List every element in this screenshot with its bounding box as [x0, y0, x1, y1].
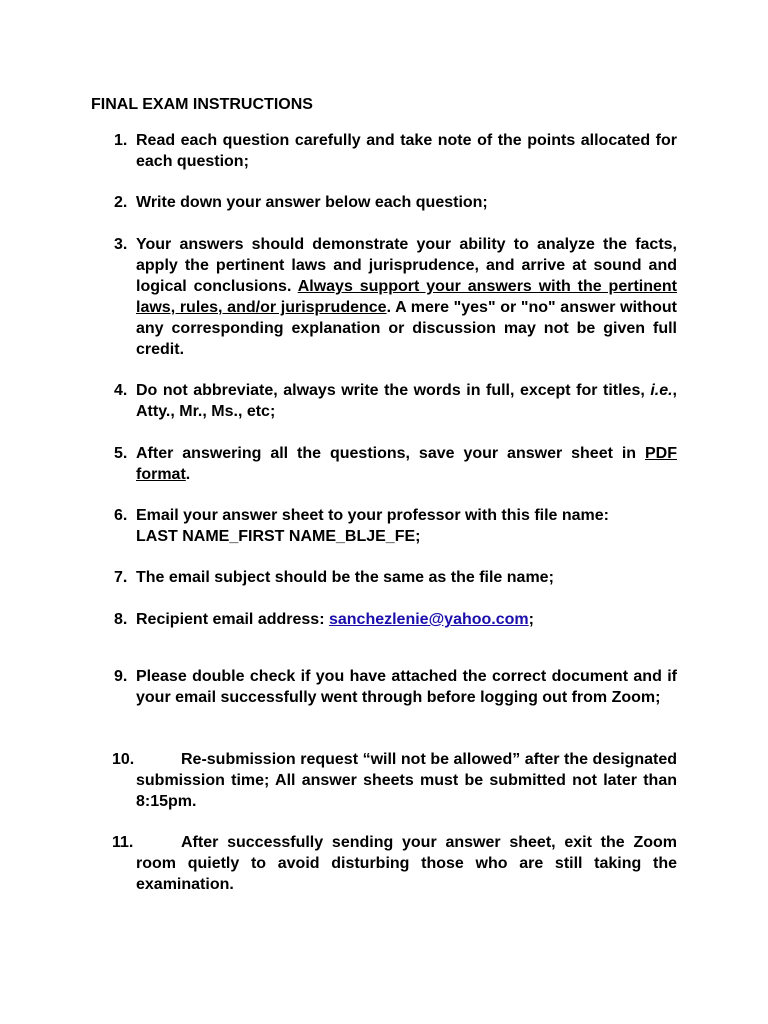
- email-link[interactable]: sanchezlenie@yahoo.com: [328, 611, 529, 628]
- item-number: 5.: [114, 445, 128, 462]
- item-text: Write down your answer below each question;: [136, 194, 488, 211]
- item-number: 3.: [114, 236, 128, 253]
- item-text-part: After answering all the questions, save your answer sheet in: [136, 445, 645, 462]
- item-text-part: After successfully sending your answer sheet, exit the Zoom room quietly to avoid disturbing those who are still taking the examination.: [136, 834, 677, 893]
- item-text-part: Do not abbreviate, always write the words in full, except for titles,: [136, 382, 651, 399]
- item-number: 10.: [112, 751, 135, 768]
- item-number: 1.: [114, 132, 128, 149]
- item-text: [136, 380, 677, 422]
- item-text-part: Your answers should demonstrate your ability to analyze the facts, apply the pertinent laws and jurisprudence, and arrive at sound and logical conclusions.: [136, 236, 677, 295]
- item-number: 6.: [114, 507, 128, 524]
- page-title: FINAL EXAM INSTRUCTIONS: [91, 96, 313, 113]
- item-text: [136, 832, 677, 895]
- item-text: [136, 749, 677, 812]
- item-number: 4.: [114, 382, 128, 399]
- item-text: [136, 443, 677, 485]
- item-text-part: ;: [528, 611, 534, 628]
- item-number: 7.: [114, 569, 128, 586]
- item-text: [136, 234, 677, 360]
- item-text: [136, 609, 677, 630]
- item-text-part: , Atty., Mr., Ms., etc;: [136, 382, 677, 420]
- file-name-format: LAST NAME_FIRST NAME_BLJE_FE;: [136, 528, 421, 545]
- item-text-part: .: [185, 466, 191, 483]
- item-number: 11.: [112, 834, 134, 851]
- item-text: The email subject should be the same as the file name;: [136, 569, 554, 586]
- item-number: 9.: [114, 668, 128, 685]
- item-text-part: Re-submission request “will not be allowed” after the designated submission time; All answer sheets must be submitted not later than 8:15pm.: [136, 751, 677, 810]
- underlined-emphasis: PDF format: [136, 445, 677, 483]
- italic-abbreviation: i.e.: [650, 382, 673, 399]
- item-text: Read each question carefully and take note of the points allocated for each question;: [136, 132, 677, 170]
- item-text-part: . A mere "yes" or "no" answer without any corresponding explanation or discussion may not be given full credit.: [136, 299, 677, 358]
- item-number: 8.: [114, 611, 128, 628]
- item-text-line: Email your answer sheet to your professor with this file name:: [136, 507, 609, 524]
- underlined-emphasis: Always support your answers with the pertinent laws, rules, and/or jurisprudence: [136, 278, 677, 316]
- item-number: 2.: [114, 194, 128, 211]
- item-text: [136, 505, 677, 547]
- item-text: Please double check if you have attached the correct document and if your email successfully went through before logging out from Zoom;: [136, 668, 677, 706]
- item-text-part: Recipient email address:: [136, 611, 329, 628]
